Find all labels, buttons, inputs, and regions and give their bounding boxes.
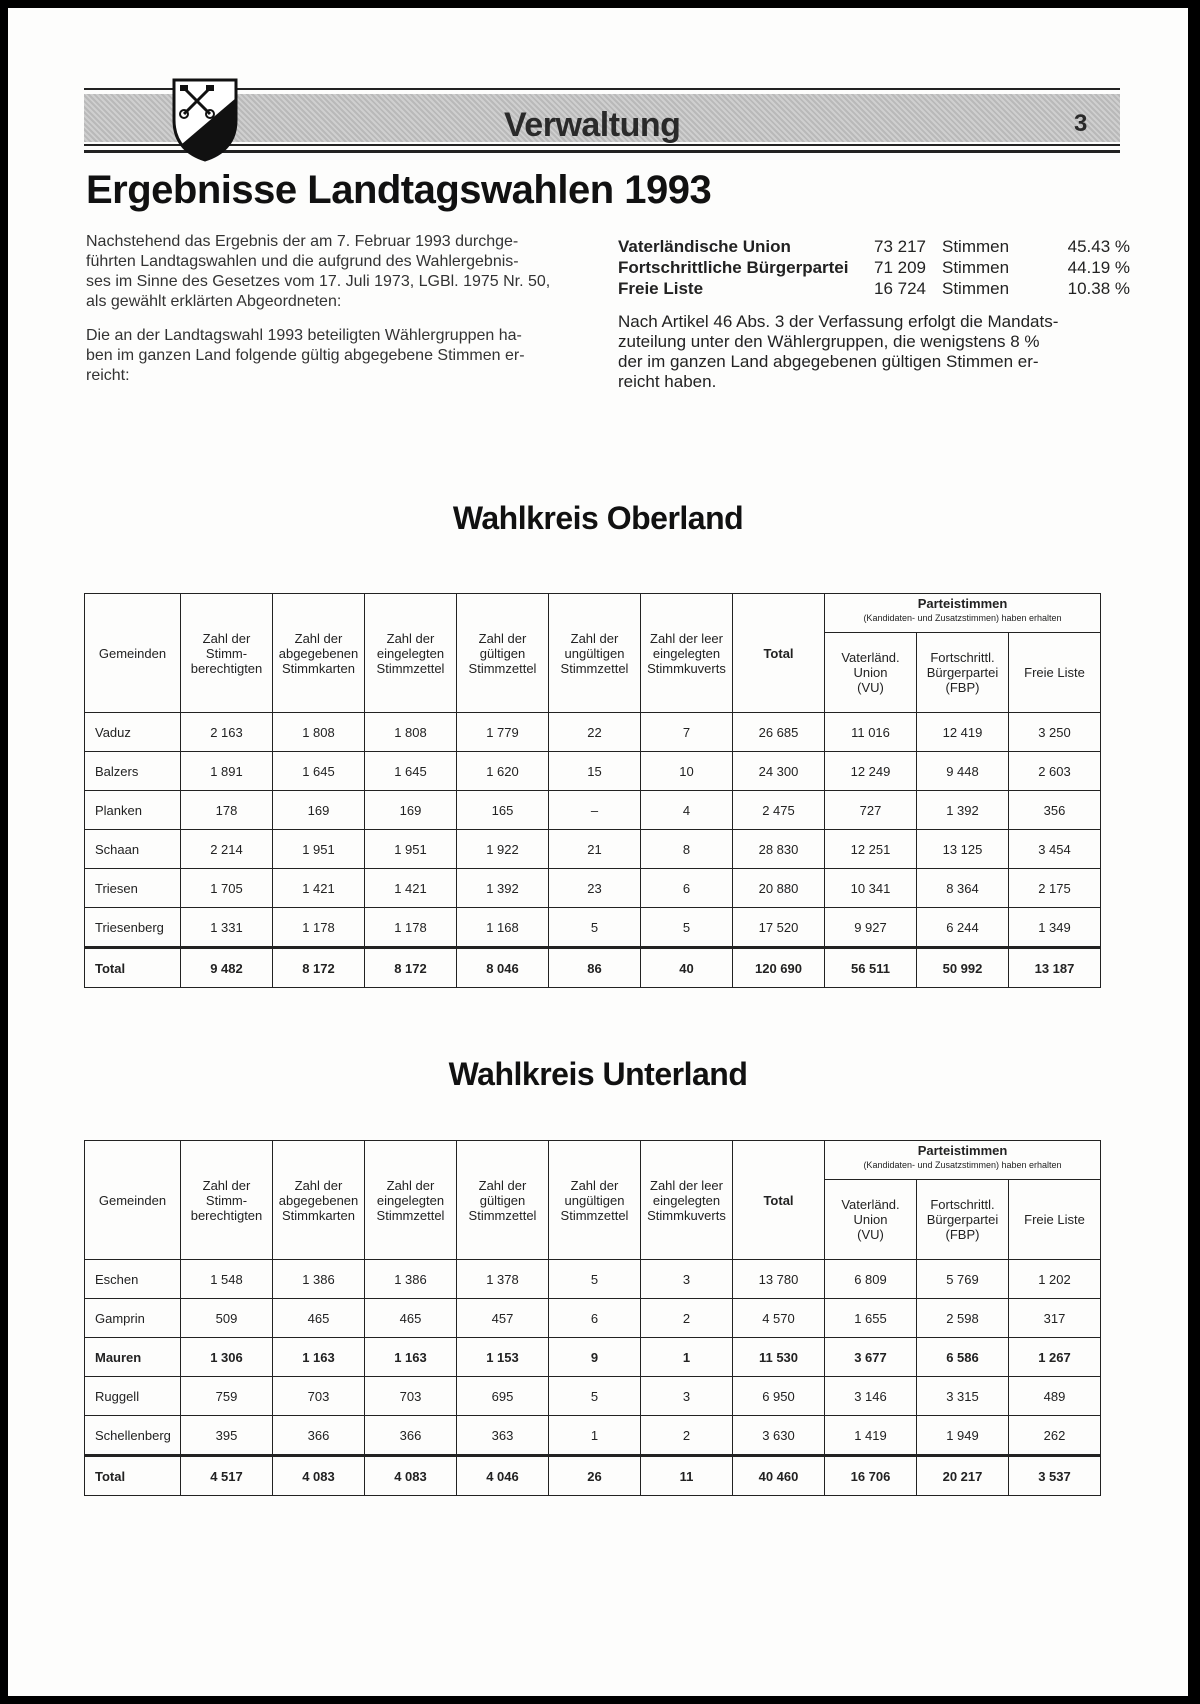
header-text: Bürgerpartei <box>926 1212 999 1228</box>
party-votes: 16 724 <box>874 279 926 298</box>
table-cell: 4 <box>641 791 733 830</box>
column-header-gueltige <box>457 594 549 713</box>
party-percent: 44.19 % <box>1067 258 1130 277</box>
table-cell: 1 349 <box>1009 908 1101 948</box>
table-cell: 1 421 <box>273 869 365 908</box>
parteistimmen-title: Parteistimmen <box>917 1143 1008 1158</box>
header-text: Zahl der <box>478 630 527 646</box>
party-name: Fortschrittliche Bürgerpartei <box>618 258 849 277</box>
table-cell: 13 187 <box>1009 948 1101 988</box>
table-cell: 5 <box>549 1377 641 1416</box>
header-text: ungültigen <box>564 645 625 661</box>
table-row <box>85 948 1101 988</box>
header-text: eingelegten <box>652 1192 721 1208</box>
result-row <box>618 279 1130 300</box>
party-name: Freie Liste <box>618 279 704 298</box>
header-text: berechtigten <box>190 660 263 676</box>
column-header-stimmberechtigte <box>181 1141 273 1260</box>
table-cell: 21 <box>549 830 641 869</box>
table-cell: 169 <box>273 791 365 830</box>
table-cell: 10 341 <box>825 869 917 908</box>
table-cell: 16 706 <box>825 1456 917 1496</box>
table-cell: 1 <box>549 1416 641 1456</box>
table-cell: Total <box>85 948 181 988</box>
table-cell: 3 315 <box>917 1377 1009 1416</box>
table-cell: 1 <box>641 1338 733 1377</box>
table-row <box>85 869 1101 908</box>
table-cell: 13 125 <box>917 830 1009 869</box>
table-cell: Schaan <box>85 830 181 869</box>
table-cell: 1 306 <box>181 1338 273 1377</box>
municipal-crest-icon <box>170 76 240 162</box>
header-text: Zahl der leer <box>650 1177 723 1193</box>
table-cell: 1 779 <box>457 713 549 752</box>
table-cell: 11 530 <box>733 1338 825 1377</box>
table-cell: 1 655 <box>825 1299 917 1338</box>
parteistimmen-title: Parteistimmen <box>917 596 1008 611</box>
header-text: eingelegten <box>376 645 445 661</box>
table-cell: 1 421 <box>365 869 457 908</box>
header-text: Stimmkarten <box>282 1207 355 1223</box>
table-cell: 759 <box>181 1377 273 1416</box>
table-cell: 3 677 <box>825 1338 917 1377</box>
table-row <box>85 1299 1101 1338</box>
table-cell: 5 <box>549 1260 641 1299</box>
column-header-total: Total <box>733 594 825 713</box>
table-cell: 40 <box>641 948 733 988</box>
table-cell: 1 922 <box>457 830 549 869</box>
table-cell: 11 <box>641 1456 733 1496</box>
header-text: eingelegten <box>652 645 721 661</box>
table-cell: 10 <box>641 752 733 791</box>
table-cell: 40 460 <box>733 1456 825 1496</box>
text-line: führten Landtagswahlen und die aufgrund des Wahlergebnis- <box>86 253 519 270</box>
table-cell: 8 <box>641 830 733 869</box>
intro-text <box>86 232 586 400</box>
header-text: Zahl der <box>570 630 619 646</box>
header-text: Stimmzettel <box>468 1207 537 1223</box>
column-header-fl: Freie Liste <box>1009 1180 1101 1260</box>
header-text: Stimm- <box>205 645 248 661</box>
header-text: Zahl der <box>570 1177 619 1193</box>
table-cell: 56 511 <box>825 948 917 988</box>
table-cell: 363 <box>457 1416 549 1456</box>
table-cell: Planken <box>85 791 181 830</box>
table-cell: 395 <box>181 1416 273 1456</box>
table-cell: 86 <box>549 948 641 988</box>
table-cell: 1 392 <box>917 791 1009 830</box>
page-number: 3 <box>1074 110 1088 137</box>
table-cell: 3 537 <box>1009 1456 1101 1496</box>
column-header-stimmberechtigte <box>181 594 273 713</box>
table-cell: 509 <box>181 1299 273 1338</box>
table-cell: 356 <box>1009 791 1101 830</box>
table-cell: 2 <box>641 1299 733 1338</box>
table-row <box>85 908 1101 948</box>
table-cell: 6 244 <box>917 908 1009 948</box>
header-text: Stimmzettel <box>560 660 629 676</box>
parteistimmen-subtitle: (Kandidaten- und Zusatzstimmen) haben erhalten <box>863 1160 1062 1170</box>
header-text: abgegebenen <box>278 1192 359 1208</box>
header-text: (VU) <box>857 680 884 696</box>
article-paragraph <box>618 312 1130 392</box>
page-title: Ergebnisse Landtagswahlen 1993 <box>86 168 712 212</box>
votes-label: Stimmen <box>942 258 1010 277</box>
party-name: Vaterländische Union <box>618 237 791 256</box>
table-cell: 695 <box>457 1377 549 1416</box>
header-text: Vaterländ. <box>841 650 900 666</box>
header-text: gültigen <box>479 645 526 661</box>
table-cell: 2 163 <box>181 713 273 752</box>
header-text: Fortschrittl. <box>930 650 995 666</box>
column-header-eingelegte <box>365 1141 457 1260</box>
table-cell: 9 927 <box>825 908 917 948</box>
table-cell: 26 <box>549 1456 641 1496</box>
table-cell: 3 250 <box>1009 713 1101 752</box>
oberland-table <box>84 593 1101 988</box>
text-line: Nachstehend das Ergebnis der am 7. Februar 1993 durchge- <box>86 233 519 250</box>
table-cell: 5 <box>641 908 733 948</box>
header-text: Zahl der <box>294 630 343 646</box>
party-percent: 10.38 % <box>1067 279 1130 298</box>
table-row <box>85 1456 1101 1496</box>
table-cell: 1 331 <box>181 908 273 948</box>
table-cell: 1 386 <box>365 1260 457 1299</box>
table-cell: 1 808 <box>365 713 457 752</box>
table-cell: 165 <box>457 791 549 830</box>
table-cell: 178 <box>181 791 273 830</box>
table-cell: 1 548 <box>181 1260 273 1299</box>
table-cell: 2 603 <box>1009 752 1101 791</box>
column-header-leer <box>641 594 733 713</box>
header-text: (FBP) <box>945 1227 980 1243</box>
table-cell: Mauren <box>85 1338 181 1377</box>
table-cell: 1 163 <box>273 1338 365 1377</box>
table-cell: 1 153 <box>457 1338 549 1377</box>
table-cell: 4 083 <box>273 1456 365 1496</box>
text-line: als gewählt erklärten Abgeordneten: <box>86 293 342 310</box>
header-text: eingelegten <box>376 1192 445 1208</box>
table-cell: 1 392 <box>457 869 549 908</box>
section-title: Verwaltung <box>504 106 681 144</box>
party-percent: 45.43 % <box>1067 237 1130 256</box>
table-cell: 4 517 <box>181 1456 273 1496</box>
table-cell: 26 685 <box>733 713 825 752</box>
table-cell: 4 570 <box>733 1299 825 1338</box>
table-row <box>85 752 1101 791</box>
header-text: Zahl der <box>478 1177 527 1193</box>
table-cell: 17 520 <box>733 908 825 948</box>
table-cell: 50 992 <box>917 948 1009 988</box>
column-header-stimmkarten <box>273 594 365 713</box>
table-row <box>85 1338 1101 1377</box>
table-cell: 3 <box>641 1377 733 1416</box>
table-cell: 317 <box>1009 1299 1101 1338</box>
table-cell: 6 <box>549 1299 641 1338</box>
header-text: Stimmkarten <box>282 660 355 676</box>
table-row <box>85 830 1101 869</box>
table-cell: 11 016 <box>825 713 917 752</box>
table-cell: 12 251 <box>825 830 917 869</box>
table-cell: 12 249 <box>825 752 917 791</box>
text-line: Nach Artikel 46 Abs. 3 der Verfassung erfolgt die Mandats- <box>618 312 1059 331</box>
table-cell: 120 690 <box>733 948 825 988</box>
header-text: Stimmkuverts <box>647 1207 726 1223</box>
text-line: Die an der Landtagswahl 1993 beteiligten Wählergruppen ha- <box>86 327 522 344</box>
header-text: Stimmkuverts <box>647 660 726 676</box>
header-text: Zahl der <box>386 1177 435 1193</box>
header-text: Zahl der <box>202 1177 251 1193</box>
table-row <box>85 1377 1101 1416</box>
table-cell: 465 <box>365 1299 457 1338</box>
table-cell: 727 <box>825 791 917 830</box>
text-line: ses im Sinne des Gesetzes vom 17. Juli 1973, LGBl. 1975 Nr. 50, <box>86 273 551 290</box>
party-votes: 73 217 <box>874 237 926 256</box>
table-cell: 1 163 <box>365 1338 457 1377</box>
table-cell: 20 217 <box>917 1456 1009 1496</box>
column-header-eingelegte <box>365 594 457 713</box>
table-cell: 3 <box>641 1260 733 1299</box>
table-cell: 5 769 <box>917 1260 1009 1299</box>
header-band <box>84 88 1120 154</box>
intro-paragraph <box>86 232 586 312</box>
table-cell: 15 <box>549 752 641 791</box>
header-text: Stimmzettel <box>560 1207 629 1223</box>
text-line: reicht: <box>86 367 130 384</box>
header-text: Fortschrittl. <box>930 1197 995 1213</box>
table-cell: Schellenberg <box>85 1416 181 1456</box>
header-text: berechtigten <box>190 1207 263 1223</box>
table-cell: 6 586 <box>917 1338 1009 1377</box>
table-cell: 4 046 <box>457 1456 549 1496</box>
table-cell: 3 454 <box>1009 830 1101 869</box>
header-text: Vaterländ. <box>841 1197 900 1213</box>
table-cell: 24 300 <box>733 752 825 791</box>
table-cell: 8 364 <box>917 869 1009 908</box>
table-cell: 1 645 <box>365 752 457 791</box>
header-text: Stimmzettel <box>376 1207 445 1223</box>
result-row <box>618 258 1130 279</box>
table-cell: 1 951 <box>365 830 457 869</box>
table-cell: 366 <box>365 1416 457 1456</box>
table-cell: 23 <box>549 869 641 908</box>
table-cell: Balzers <box>85 752 181 791</box>
table-cell: 1 386 <box>273 1260 365 1299</box>
table-cell: 3 630 <box>733 1416 825 1456</box>
table-cell: 8 046 <box>457 948 549 988</box>
table-cell: Ruggell <box>85 1377 181 1416</box>
table-cell: 1 620 <box>457 752 549 791</box>
table-cell: 2 598 <box>917 1299 1009 1338</box>
table-cell: 6 <box>641 869 733 908</box>
unterland-table <box>84 1140 1101 1496</box>
table-cell: Eschen <box>85 1260 181 1299</box>
table-cell: 489 <box>1009 1377 1101 1416</box>
header-text: Union <box>853 1212 888 1228</box>
text-line: reicht haben. <box>618 372 717 391</box>
table-row <box>85 1416 1101 1456</box>
table-cell: Gamprin <box>85 1299 181 1338</box>
text-line: ben im ganzen Land folgende gültig abgegebene Stimmen er- <box>86 347 525 364</box>
table-cell: 9 482 <box>181 948 273 988</box>
party-votes: 71 209 <box>874 258 926 277</box>
result-row <box>618 237 1130 258</box>
oberland-title: Wahlkreis Oberland <box>452 500 744 536</box>
table-cell: 2 <box>641 1416 733 1456</box>
table-cell: 457 <box>457 1299 549 1338</box>
table-cell: 1 178 <box>365 908 457 948</box>
column-header-fbp <box>917 1180 1009 1260</box>
table-cell: 1 168 <box>457 908 549 948</box>
table-cell: 6 809 <box>825 1260 917 1299</box>
table-cell: 13 780 <box>733 1260 825 1299</box>
header-text: Zahl der <box>294 1177 343 1193</box>
table-cell: 8 172 <box>273 948 365 988</box>
table-cell: 9 <box>549 1338 641 1377</box>
column-header-ungueltige <box>549 594 641 713</box>
table-cell: 465 <box>273 1299 365 1338</box>
table-cell: 1 178 <box>273 908 365 948</box>
column-header-vu <box>825 633 917 713</box>
table-cell: 1 267 <box>1009 1338 1101 1377</box>
table-row <box>85 713 1101 752</box>
table-cell: 1 645 <box>273 752 365 791</box>
table-cell: 1 808 <box>273 713 365 752</box>
table-cell: 28 830 <box>733 830 825 869</box>
header-text: ungültigen <box>564 1192 625 1208</box>
table-cell: 703 <box>365 1377 457 1416</box>
text-line: der im ganzen Land abgegebenen gültigen Stimmen er- <box>618 352 1039 371</box>
table-cell: 366 <box>273 1416 365 1456</box>
table-cell: 5 <box>549 908 641 948</box>
document-page <box>8 8 1188 1696</box>
column-header-parteistimmen <box>825 1141 1101 1180</box>
table-cell: 1 202 <box>1009 1260 1101 1299</box>
header-text: abgegebenen <box>278 645 359 661</box>
column-header-parteistimmen <box>825 594 1101 633</box>
table-cell: 9 448 <box>917 752 1009 791</box>
column-header-vu <box>825 1180 917 1260</box>
table-cell: Triesen <box>85 869 181 908</box>
text-line: zuteilung unter den Wählergruppen, die wenigstens 8 % <box>618 332 1040 351</box>
table-cell: Total <box>85 1456 181 1496</box>
table-cell: Triesenberg <box>85 908 181 948</box>
results-summary <box>618 237 1130 392</box>
header-text: Zahl der <box>202 630 251 646</box>
table-cell: 8 172 <box>365 948 457 988</box>
column-header-gemeinden: Gemeinden <box>85 1141 181 1260</box>
table-cell: 6 950 <box>733 1377 825 1416</box>
table-cell: 2 475 <box>733 791 825 830</box>
table-cell: 1 951 <box>273 830 365 869</box>
table-cell: 1 378 <box>457 1260 549 1299</box>
table-row <box>85 1260 1101 1299</box>
header-text: Stimm- <box>205 1192 248 1208</box>
column-header-leer <box>641 1141 733 1260</box>
table-cell: 22 <box>549 713 641 752</box>
header-text: Zahl der leer <box>650 630 723 646</box>
table-cell: 1 419 <box>825 1416 917 1456</box>
parteistimmen-subtitle: (Kandidaten- und Zusatzstimmen) haben erhalten <box>863 613 1062 623</box>
header-text: (FBP) <box>945 680 980 696</box>
column-header-gueltige <box>457 1141 549 1260</box>
header-text: Stimmzettel <box>468 660 537 676</box>
table-cell: 20 880 <box>733 869 825 908</box>
table-cell: Vaduz <box>85 713 181 752</box>
table-cell: 7 <box>641 713 733 752</box>
table-cell: 262 <box>1009 1416 1101 1456</box>
column-header-fl: Freie Liste <box>1009 633 1101 713</box>
table-cell: 703 <box>273 1377 365 1416</box>
table-cell: 1 705 <box>181 869 273 908</box>
header-text: Zahl der <box>386 630 435 646</box>
table-cell: 1 949 <box>917 1416 1009 1456</box>
header-text: (VU) <box>857 1227 884 1243</box>
header-text: Union <box>853 665 888 681</box>
table-cell: 2 175 <box>1009 869 1101 908</box>
table-cell: 12 419 <box>917 713 1009 752</box>
table-cell: 1 891 <box>181 752 273 791</box>
column-header-gemeinden: Gemeinden <box>85 594 181 713</box>
votes-label: Stimmen <box>942 279 1010 298</box>
intro-paragraph <box>86 326 586 386</box>
column-header-ungueltige <box>549 1141 641 1260</box>
column-header-total: Total <box>733 1141 825 1260</box>
header-text: Bürgerpartei <box>926 665 999 681</box>
table-cell: – <box>549 791 641 830</box>
table-cell: 3 146 <box>825 1377 917 1416</box>
table-row <box>85 791 1101 830</box>
table-cell: 4 083 <box>365 1456 457 1496</box>
header-text: Stimmzettel <box>376 660 445 676</box>
table-cell: 169 <box>365 791 457 830</box>
votes-label: Stimmen <box>942 237 1010 256</box>
table-cell: 2 214 <box>181 830 273 869</box>
column-header-fbp <box>917 633 1009 713</box>
unterland-title: Wahlkreis Unterland <box>448 1056 748 1092</box>
header-text: gültigen <box>479 1192 526 1208</box>
column-header-stimmkarten <box>273 1141 365 1260</box>
